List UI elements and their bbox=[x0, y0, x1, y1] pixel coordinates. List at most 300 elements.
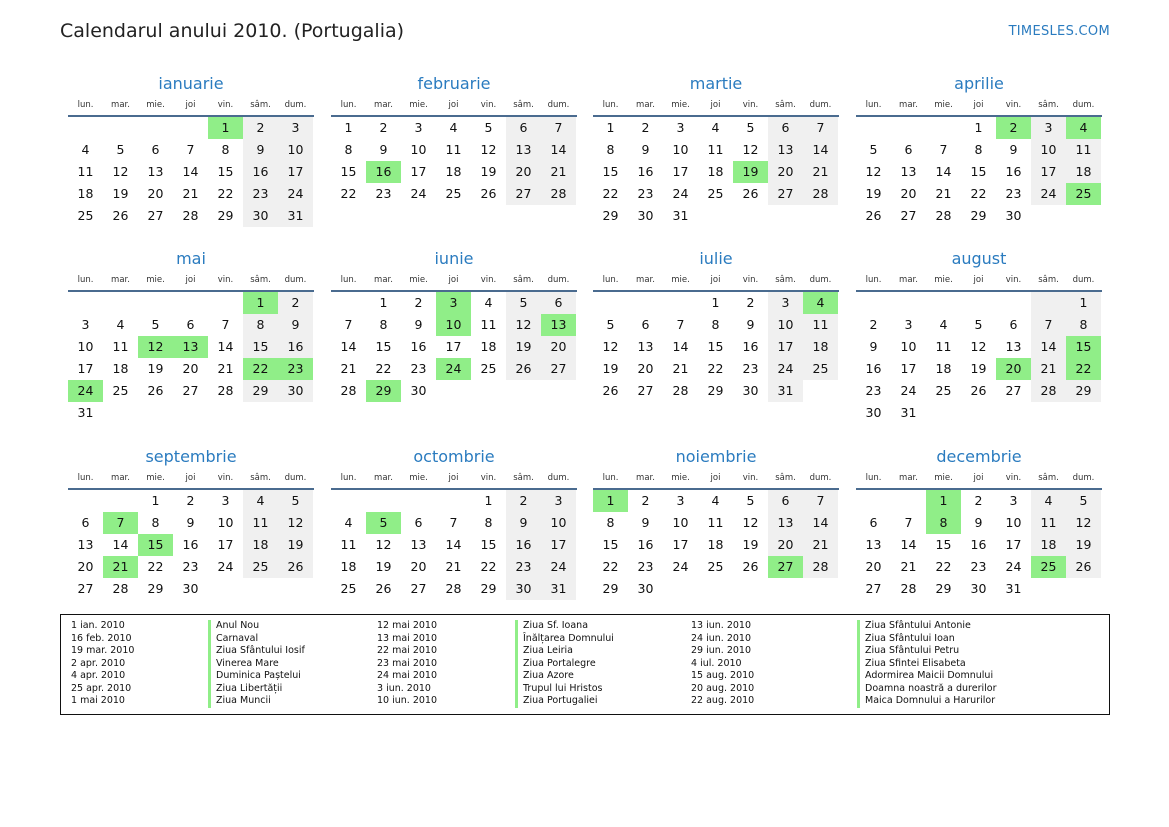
day-cell: 2 bbox=[974, 493, 983, 508]
empty-cell bbox=[366, 490, 401, 512]
empty-cell bbox=[803, 205, 838, 227]
day-cell: 12 bbox=[970, 339, 987, 354]
day-cell: 7 bbox=[221, 317, 230, 332]
empty-cell bbox=[593, 292, 628, 314]
day-cell: 14 bbox=[803, 139, 838, 161]
day-cell: 5 bbox=[278, 490, 313, 512]
day-cell: 2 bbox=[278, 292, 313, 314]
day-cell: 6 bbox=[81, 515, 90, 530]
weekday-header: mar. bbox=[111, 100, 130, 110]
day-cell: 19 bbox=[112, 186, 129, 201]
empty-cell bbox=[926, 402, 961, 424]
empty-cell bbox=[208, 578, 243, 600]
day-grid bbox=[593, 490, 839, 600]
weekday-header: mar. bbox=[636, 275, 655, 285]
day-cell: 3 bbox=[676, 493, 685, 508]
holiday-name: Vinerea Mare bbox=[208, 658, 305, 671]
weekday-header: sâm. bbox=[1038, 100, 1059, 110]
week-row bbox=[68, 578, 314, 600]
day-cell: 25 bbox=[1031, 556, 1066, 578]
weekday-header: mar. bbox=[111, 473, 130, 483]
month-octombrie bbox=[331, 446, 577, 600]
month-name: ianuarie bbox=[158, 74, 224, 93]
day-cell: 28 bbox=[672, 383, 689, 398]
day-cell: 1 bbox=[974, 120, 983, 135]
day-cell: 3 bbox=[768, 292, 803, 314]
empty-cell bbox=[138, 402, 173, 424]
day-cell: 25 bbox=[1066, 183, 1101, 205]
weekday-header: vin. bbox=[480, 473, 497, 483]
day-cell: 25 bbox=[480, 361, 497, 376]
day-cell: 11 bbox=[112, 339, 129, 354]
day-cell: 15 bbox=[602, 164, 619, 179]
day-cell: 8 bbox=[1066, 314, 1101, 336]
month-noiembrie bbox=[593, 446, 839, 600]
day-cell: 19 bbox=[506, 336, 541, 358]
day-cell: 1 bbox=[484, 493, 493, 508]
weekday-header: dum. bbox=[284, 100, 307, 110]
day-cell: 28 bbox=[803, 183, 838, 205]
day-cell: 4 bbox=[803, 292, 838, 314]
day-cell: 7 bbox=[541, 117, 576, 139]
day-cell: 15 bbox=[340, 164, 357, 179]
weekday-header: mar. bbox=[636, 473, 655, 483]
holiday-name: Ziua Sfântului Iosif bbox=[208, 645, 305, 658]
month-name: august bbox=[951, 249, 1007, 268]
day-grid bbox=[331, 117, 577, 205]
day-cell: 9 bbox=[746, 317, 755, 332]
day-cell: 30 bbox=[278, 380, 313, 402]
day-cell: 21 bbox=[445, 559, 462, 574]
day-grid bbox=[856, 117, 1102, 227]
empty-cell bbox=[1066, 205, 1101, 227]
day-cell: 6 bbox=[869, 515, 878, 530]
day-cell: 18 bbox=[445, 164, 462, 179]
day-cell: 15 bbox=[970, 164, 987, 179]
week-row bbox=[68, 314, 314, 336]
day-cell: 26 bbox=[742, 559, 759, 574]
day-cell: 12 bbox=[138, 336, 173, 358]
holiday-date: 12 mai 2010 bbox=[377, 620, 438, 631]
legend-dates-col-2 bbox=[377, 620, 437, 708]
holiday-date: 4 iul. 2010 bbox=[691, 657, 742, 669]
day-cell: 5 bbox=[366, 512, 401, 534]
weekday-header-row bbox=[68, 468, 314, 490]
day-cell: 19 bbox=[480, 164, 497, 179]
month-name: iulie bbox=[699, 249, 733, 268]
day-cell: 26 bbox=[1066, 556, 1101, 578]
holiday-name: Adormirea Maicii Domnului bbox=[857, 670, 996, 683]
weekday-header: mar. bbox=[111, 275, 130, 285]
weekday-header: vin. bbox=[1005, 275, 1022, 285]
day-cell: 1 bbox=[606, 120, 615, 135]
day-cell: 22 bbox=[935, 559, 952, 574]
day-cell: 29 bbox=[1066, 380, 1101, 402]
day-cell: 23 bbox=[375, 186, 392, 201]
weekday-header-row bbox=[856, 270, 1102, 292]
weekday-header: vin. bbox=[1005, 100, 1022, 110]
day-grid bbox=[593, 117, 839, 227]
day-cell: 1 bbox=[926, 490, 961, 512]
week-row bbox=[593, 205, 839, 227]
weekday-header: lun. bbox=[602, 100, 619, 110]
empty-cell bbox=[891, 292, 926, 314]
day-cell: 18 bbox=[803, 336, 838, 358]
day-cell: 5 bbox=[116, 142, 125, 157]
holiday-date: 16 feb. 2010 bbox=[71, 632, 132, 644]
day-cell: 10 bbox=[768, 314, 803, 336]
holiday-name: Anul Nou bbox=[208, 620, 305, 633]
day-cell: 1 bbox=[208, 117, 243, 139]
day-cell: 14 bbox=[1031, 336, 1066, 358]
empty-cell bbox=[733, 578, 768, 600]
day-cell: 4 bbox=[1031, 490, 1066, 512]
day-cell: 8 bbox=[484, 515, 493, 530]
day-cell: 12 bbox=[742, 142, 759, 157]
weekday-header: mie. bbox=[934, 100, 953, 110]
day-cell: 13 bbox=[768, 512, 803, 534]
day-cell: 27 bbox=[147, 208, 164, 223]
day-cell: 11 bbox=[1031, 512, 1066, 534]
day-cell: 13 bbox=[147, 164, 164, 179]
day-cell: 27 bbox=[865, 581, 882, 596]
day-cell: 23 bbox=[410, 361, 427, 376]
day-cell: 8 bbox=[926, 512, 961, 534]
day-cell: 7 bbox=[186, 142, 195, 157]
holiday-date: 15 aug. 2010 bbox=[691, 670, 755, 681]
empty-cell bbox=[173, 117, 208, 139]
empty-cell bbox=[961, 402, 996, 424]
weekday-header: sâm. bbox=[775, 473, 796, 483]
empty-cell bbox=[856, 490, 891, 512]
week-row bbox=[593, 358, 839, 380]
day-cell: 31 bbox=[541, 578, 576, 600]
day-cell: 28 bbox=[182, 208, 199, 223]
holiday-name: Ziua Sfintei Elisabeta bbox=[857, 658, 996, 671]
holiday-name: Trupul lui Hristos bbox=[515, 683, 614, 696]
empty-cell bbox=[471, 380, 506, 402]
legend-names-col-2 bbox=[515, 620, 614, 708]
weekday-header-row bbox=[856, 468, 1102, 490]
day-cell: 23 bbox=[506, 556, 541, 578]
empty-cell bbox=[698, 205, 733, 227]
day-cell: 27 bbox=[768, 183, 803, 205]
empty-cell bbox=[1031, 292, 1066, 314]
day-cell: 20 bbox=[637, 361, 654, 376]
holiday-date: 2 apr. 2010 bbox=[71, 657, 126, 669]
weekday-header: lun. bbox=[340, 275, 357, 285]
weekday-header: sâm. bbox=[250, 100, 271, 110]
weekday-header: vin. bbox=[742, 275, 759, 285]
empty-cell bbox=[803, 578, 838, 600]
day-cell: 30 bbox=[637, 581, 654, 596]
day-cell: 30 bbox=[865, 405, 882, 420]
day-cell: 2 bbox=[506, 490, 541, 512]
day-cell: 20 bbox=[900, 186, 917, 201]
holiday-date: 22 mai 2010 bbox=[377, 645, 438, 656]
day-cell: 14 bbox=[182, 164, 199, 179]
day-cell: 21 bbox=[217, 361, 234, 376]
month-august bbox=[856, 248, 1102, 424]
day-cell: 27 bbox=[541, 358, 576, 380]
day-cell: 23 bbox=[970, 559, 987, 574]
week-row bbox=[856, 490, 1102, 512]
brand-logo-text[interactable]: TIMESLES.COM bbox=[1008, 24, 1110, 39]
legend-dates-col-3 bbox=[691, 620, 754, 708]
day-cell: 22 bbox=[340, 186, 357, 201]
day-cell: 31 bbox=[77, 405, 94, 420]
day-cell: 30 bbox=[506, 578, 541, 600]
holiday-date: 24 iun. 2010 bbox=[691, 632, 752, 644]
day-cell: 13 bbox=[506, 139, 541, 161]
day-cell: 14 bbox=[541, 139, 576, 161]
week-row bbox=[593, 490, 839, 512]
empty-cell bbox=[208, 402, 243, 424]
day-cell: 20 bbox=[768, 534, 803, 556]
day-cell: 15 bbox=[602, 537, 619, 552]
day-cell: 30 bbox=[182, 581, 199, 596]
empty-cell bbox=[68, 490, 103, 512]
day-cell: 1 bbox=[243, 292, 278, 314]
weekday-header-row bbox=[856, 95, 1102, 117]
day-grid bbox=[68, 117, 314, 227]
day-cell: 14 bbox=[445, 537, 462, 552]
day-cell: 9 bbox=[506, 512, 541, 534]
weekday-header: mie. bbox=[146, 275, 165, 285]
week-row bbox=[593, 336, 839, 358]
empty-cell bbox=[926, 292, 961, 314]
weekday-header: joi bbox=[710, 275, 721, 285]
holiday-date: 29 iun. 2010 bbox=[691, 645, 752, 656]
day-cell: 18 bbox=[935, 361, 952, 376]
day-cell: 5 bbox=[151, 317, 160, 332]
day-cell: 5 bbox=[746, 120, 755, 135]
day-cell: 28 bbox=[217, 383, 234, 398]
day-cell: 2 bbox=[641, 120, 650, 135]
weekday-header: vin. bbox=[1005, 473, 1022, 483]
day-cell: 24 bbox=[217, 559, 234, 574]
holiday-date: 10 iun. 2010 bbox=[377, 695, 438, 706]
day-cell: 12 bbox=[865, 164, 882, 179]
holiday-name: Ziua Sfântului Antonie bbox=[857, 620, 996, 633]
month-septembrie bbox=[68, 446, 314, 600]
day-cell: 15 bbox=[243, 336, 278, 358]
day-cell: 18 bbox=[480, 339, 497, 354]
empty-cell bbox=[996, 292, 1031, 314]
day-cell: 22 bbox=[147, 559, 164, 574]
empty-cell bbox=[401, 490, 436, 512]
day-cell: 3 bbox=[278, 117, 313, 139]
day-cell: 24 bbox=[541, 556, 576, 578]
empty-cell bbox=[243, 578, 278, 600]
week-row bbox=[593, 161, 839, 183]
weekday-header: lun. bbox=[865, 100, 882, 110]
weekday-header: dum. bbox=[1072, 100, 1095, 110]
day-cell: 11 bbox=[707, 515, 724, 530]
holiday-date: 1 mai 2010 bbox=[71, 695, 125, 706]
empty-cell bbox=[103, 292, 138, 314]
holiday-date: 22 aug. 2010 bbox=[691, 695, 755, 706]
day-cell: 23 bbox=[742, 361, 759, 376]
day-cell: 3 bbox=[414, 120, 423, 135]
day-cell: 21 bbox=[541, 161, 576, 183]
day-cell: 16 bbox=[278, 336, 313, 358]
day-grid bbox=[331, 490, 577, 600]
weekday-header-row bbox=[593, 468, 839, 490]
weekday-header: vin. bbox=[217, 473, 234, 483]
day-cell: 7 bbox=[939, 142, 948, 157]
day-cell: 25 bbox=[445, 186, 462, 201]
empty-cell bbox=[856, 117, 891, 139]
day-cell: 22 bbox=[707, 361, 724, 376]
day-cell: 1 bbox=[1066, 292, 1101, 314]
day-cell: 22 bbox=[602, 186, 619, 201]
day-cell: 26 bbox=[865, 208, 882, 223]
day-cell: 5 bbox=[606, 317, 615, 332]
day-cell: 6 bbox=[541, 292, 576, 314]
day-cell: 20 bbox=[182, 361, 199, 376]
day-cell: 25 bbox=[243, 556, 278, 578]
day-cell: 2 bbox=[641, 493, 650, 508]
day-cell: 26 bbox=[112, 208, 129, 223]
week-row bbox=[856, 402, 1102, 424]
week-row bbox=[68, 402, 314, 424]
day-cell: 22 bbox=[602, 559, 619, 574]
weekday-header: vin. bbox=[480, 275, 497, 285]
day-cell: 17 bbox=[77, 361, 94, 376]
day-cell: 29 bbox=[217, 208, 234, 223]
day-cell: 14 bbox=[803, 512, 838, 534]
weekday-header: sâm. bbox=[513, 100, 534, 110]
weekday-header: joi bbox=[710, 473, 721, 483]
day-cell: 22 bbox=[375, 361, 392, 376]
day-cell: 2 bbox=[869, 317, 878, 332]
weekday-header: joi bbox=[973, 275, 984, 285]
week-row bbox=[68, 139, 314, 161]
day-cell: 8 bbox=[379, 317, 388, 332]
day-cell: 5 bbox=[1066, 490, 1101, 512]
weekday-header: lun. bbox=[77, 275, 94, 285]
day-cell: 1 bbox=[344, 120, 353, 135]
day-cell: 19 bbox=[375, 559, 392, 574]
day-cell: 3 bbox=[1009, 493, 1018, 508]
day-cell: 23 bbox=[637, 186, 654, 201]
week-row bbox=[331, 578, 577, 600]
week-row bbox=[856, 139, 1102, 161]
month-iunie bbox=[331, 248, 577, 402]
weekday-header-row bbox=[331, 468, 577, 490]
holiday-name: Ziua Azore bbox=[515, 670, 614, 683]
day-cell: 7 bbox=[103, 512, 138, 534]
day-cell: 29 bbox=[602, 208, 619, 223]
day-cell: 4 bbox=[449, 120, 458, 135]
day-cell: 27 bbox=[77, 581, 94, 596]
day-cell: 30 bbox=[970, 581, 987, 596]
day-cell: 7 bbox=[904, 515, 913, 530]
day-cell: 11 bbox=[445, 142, 462, 157]
empty-cell bbox=[628, 292, 663, 314]
weekday-header: joi bbox=[448, 100, 459, 110]
holiday-name: Carnaval bbox=[208, 633, 305, 646]
day-cell: 15 bbox=[480, 537, 497, 552]
day-cell: 2 bbox=[186, 493, 195, 508]
day-grid bbox=[856, 490, 1102, 600]
weekday-header: mie. bbox=[934, 473, 953, 483]
day-cell: 23 bbox=[637, 559, 654, 574]
legend-dates-col-1 bbox=[71, 620, 134, 708]
day-cell: 25 bbox=[112, 383, 129, 398]
weekday-header: sâm. bbox=[1038, 275, 1059, 285]
day-cell: 26 bbox=[278, 556, 313, 578]
empty-cell bbox=[698, 578, 733, 600]
day-cell: 11 bbox=[707, 142, 724, 157]
day-cell: 23 bbox=[865, 383, 882, 398]
empty-cell bbox=[1031, 205, 1066, 227]
day-cell: 3 bbox=[904, 317, 913, 332]
week-row bbox=[331, 534, 577, 556]
day-cell: 9 bbox=[1009, 142, 1018, 157]
day-cell: 25 bbox=[707, 559, 724, 574]
day-cell: 27 bbox=[637, 383, 654, 398]
weekday-header: sâm. bbox=[775, 100, 796, 110]
page-title: Calendarul anului 2010. (Portugalia) bbox=[60, 20, 405, 42]
weekday-header-row bbox=[593, 270, 839, 292]
day-cell: 9 bbox=[974, 515, 983, 530]
day-cell: 14 bbox=[217, 339, 234, 354]
holiday-name: Ziua Leiria bbox=[515, 645, 614, 658]
day-cell: 21 bbox=[803, 534, 838, 556]
week-row bbox=[593, 534, 839, 556]
day-cell: 16 bbox=[637, 537, 654, 552]
day-cell: 29 bbox=[243, 380, 278, 402]
empty-cell bbox=[103, 117, 138, 139]
day-cell: 23 bbox=[243, 183, 278, 205]
weekday-header: vin. bbox=[217, 275, 234, 285]
day-cell: 23 bbox=[278, 358, 313, 380]
weekday-header-row bbox=[68, 95, 314, 117]
empty-cell bbox=[768, 205, 803, 227]
day-cell: 8 bbox=[606, 142, 615, 157]
week-row bbox=[331, 292, 577, 314]
day-cell: 17 bbox=[410, 164, 427, 179]
day-cell: 17 bbox=[900, 361, 917, 376]
day-cell: 12 bbox=[602, 339, 619, 354]
weekday-header: vin. bbox=[742, 473, 759, 483]
day-cell: 3 bbox=[1031, 117, 1066, 139]
day-cell: 11 bbox=[243, 512, 278, 534]
weekday-header: sâm. bbox=[250, 275, 271, 285]
day-cell: 15 bbox=[707, 339, 724, 354]
day-cell: 24 bbox=[672, 186, 689, 201]
week-row bbox=[68, 292, 314, 314]
day-cell: 16 bbox=[865, 361, 882, 376]
week-row bbox=[331, 183, 577, 205]
weekday-header-row bbox=[331, 270, 577, 292]
holiday-name: Ziua Sf. Ioana bbox=[515, 620, 614, 633]
weekday-header: joi bbox=[710, 100, 721, 110]
day-cell: 27 bbox=[410, 581, 427, 596]
month-name: iunie bbox=[434, 249, 474, 268]
week-row bbox=[593, 139, 839, 161]
day-cell: 26 bbox=[480, 186, 497, 201]
weekday-header: vin. bbox=[742, 100, 759, 110]
day-cell: 18 bbox=[1031, 534, 1066, 556]
week-row bbox=[856, 534, 1102, 556]
weekday-header-row bbox=[593, 95, 839, 117]
day-grid bbox=[331, 292, 577, 402]
day-cell: 23 bbox=[1005, 186, 1022, 201]
day-cell: 4 bbox=[484, 295, 493, 310]
